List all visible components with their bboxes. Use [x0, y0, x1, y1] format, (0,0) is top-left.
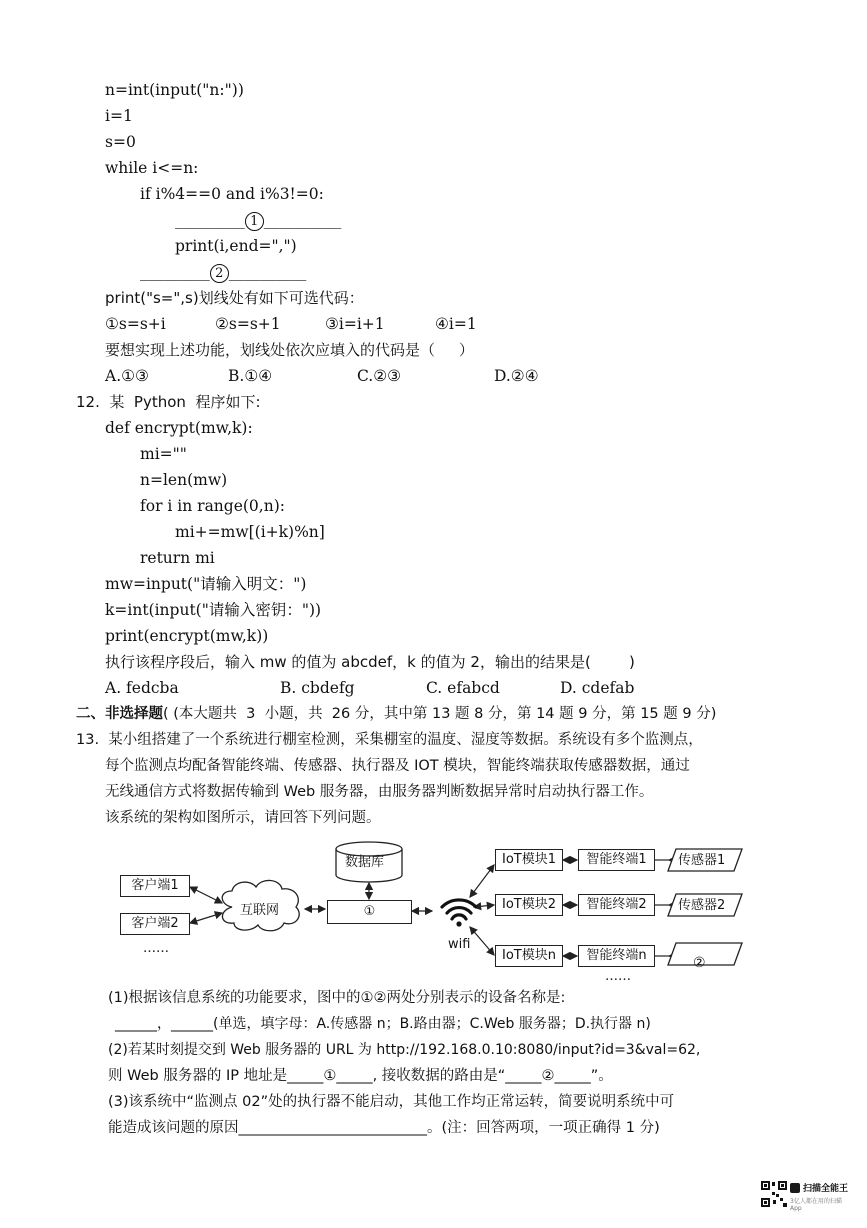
code-line: s=0 [105, 133, 136, 151]
qr-code-icon [760, 1180, 788, 1208]
terminal-1: 智能终端1 [578, 849, 655, 871]
paragraph-line: 13. 某小组搭建了一个系统进行棚室检测，采集棚室的温度、湿度等数据。系统设有多个监测点， [76, 732, 703, 748]
blank-line-1: _________ 1 __________ [175, 211, 342, 229]
answer-c: C. efabcd [426, 679, 500, 697]
terminals-ellipsis: …… [605, 969, 631, 984]
answer-d: D.②④ [494, 367, 539, 385]
sensor-n-label: ② [693, 955, 706, 971]
sub-question-3b: 能造成该问题的原因__________________________。(注：回答两项，一项正确得 1 分) [108, 1120, 660, 1136]
wifi-label: wifi [448, 937, 471, 952]
code-line: n=int(input("n:")) [105, 81, 244, 99]
code-line: print("s=",s)划线处有如下可选代码： [105, 289, 364, 307]
code-line: n=len(mw) [140, 471, 228, 489]
blank-line-2: _________ 2 __________ [140, 263, 307, 281]
iot-module-2: IoT模块2 [495, 894, 563, 916]
iot-module-1: IoT模块1 [495, 849, 563, 871]
section-heading: 二、非选择题( (本大题共 3 小题，共 26 分，其中第 13 题 8 分，第 14 题 9 分，第 15 题 9 分) [76, 706, 717, 722]
question-text: 要想实现上述功能，划线处依次应填入的代码是（ ） [105, 341, 474, 359]
scanner-brand: 扫描全能王 [803, 1184, 849, 1194]
sensor-1-label: 传感器1 [678, 853, 726, 868]
circled-number: 2 [210, 264, 229, 283]
sub-question-1a: (1)根据该信息系统的功能要求，图中的①②两处分别表示的设备名称是: [108, 990, 566, 1006]
option-3: ③i=i+1 [325, 315, 385, 333]
iot-module-n: IoT模块n [495, 945, 563, 967]
server-box: ① [327, 900, 412, 924]
paragraph-line: 该系统的架构如图所示，请回答下列问题。 [105, 810, 381, 826]
option-4: ④i=1 [435, 315, 477, 333]
terminal-n: 智能终端n [578, 945, 655, 967]
code-line: while i<=n: [105, 159, 199, 177]
sub-question-1b: ______，______(单选，填字母：A.传感器 n；B.路由器；C.Web 服务器；D.执行器 n) [115, 1016, 651, 1032]
code-line: def encrypt(mw,k): [105, 419, 253, 437]
code-line: if i%4==0 and i%3!=0: [140, 185, 324, 203]
circled-number: 1 [245, 212, 264, 231]
sub-question-2a: (2)若某时刻提交到 Web 服务器的 URL 为 http://192.168.0.10:8080/input?id=3&val=62, [108, 1042, 701, 1058]
answer-c: C.②③ [357, 367, 402, 385]
answer-a: A. fedcba [105, 679, 179, 697]
answer-d: D. cdefab [560, 679, 635, 697]
sub-question-3a: (3)该系统中“监测点 02”处的执行器不能启动，其他工作均正常运转，简要说明系统中可 [108, 1094, 675, 1110]
clients-ellipsis: …… [143, 941, 169, 956]
database-label: 数据库 [345, 855, 385, 870]
option-2: ②s=s+1 [215, 315, 281, 333]
client-1-box: 客户端1 [120, 875, 190, 897]
answer-b: B. cbdefg [280, 679, 355, 697]
code-line: for i in range(0,n): [140, 497, 285, 515]
option-1: ①s=s+i [105, 315, 166, 333]
scanner-logo-icon [790, 1183, 800, 1193]
answer-b: B.①④ [228, 367, 273, 385]
sub-question-2b: 则 Web 服务器的 IP 地址是_____①_____, 接收数据的路由是“_____②_____”。 [108, 1068, 613, 1084]
code-line: mw=input("请输入明文：") [105, 575, 307, 593]
code-line: i=1 [105, 107, 133, 125]
system-architecture-diagram [0, 835, 867, 984]
internet-label: 互联网 [240, 903, 280, 918]
diagram-connectors [0, 835, 867, 980]
scanner-badge [790, 1181, 850, 1212]
sensor-2-label: 传感器2 [678, 898, 726, 913]
code-line: return mi [140, 549, 215, 567]
client-2-box: 客户端2 [120, 913, 190, 935]
paragraph-line: 每个监测点均配备智能终端、传感器、执行器及 IOT 模块，智能终端获取传感器数据，通过 [105, 758, 690, 774]
code-line: k=int(input("请输入密钥：")) [105, 601, 322, 619]
wifi-icon [442, 900, 476, 919]
answer-a: A.①③ [105, 367, 149, 385]
code-line: mi="" [140, 445, 187, 463]
code-line: print(i,end=",") [175, 237, 297, 255]
code-line: print(encrypt(mw,k)) [105, 627, 269, 645]
question-text: 执行该程序段后，输入 mw 的值为 abcdef，k 的值为 2，输出的结果是( ) [105, 653, 635, 671]
terminal-2: 智能终端2 [578, 894, 655, 916]
question-12-intro: 12. 某 Python 程序如下: [76, 393, 261, 411]
scanner-subtitle: 3亿人都在用的扫描App [790, 1198, 842, 1212]
code-line: mi+=mw[(i+k)%n] [175, 523, 325, 541]
paragraph-line: 无线通信方式将数据传输到 Web 服务器，由服务器判断数据异常时启动执行器工作。 [105, 784, 654, 800]
